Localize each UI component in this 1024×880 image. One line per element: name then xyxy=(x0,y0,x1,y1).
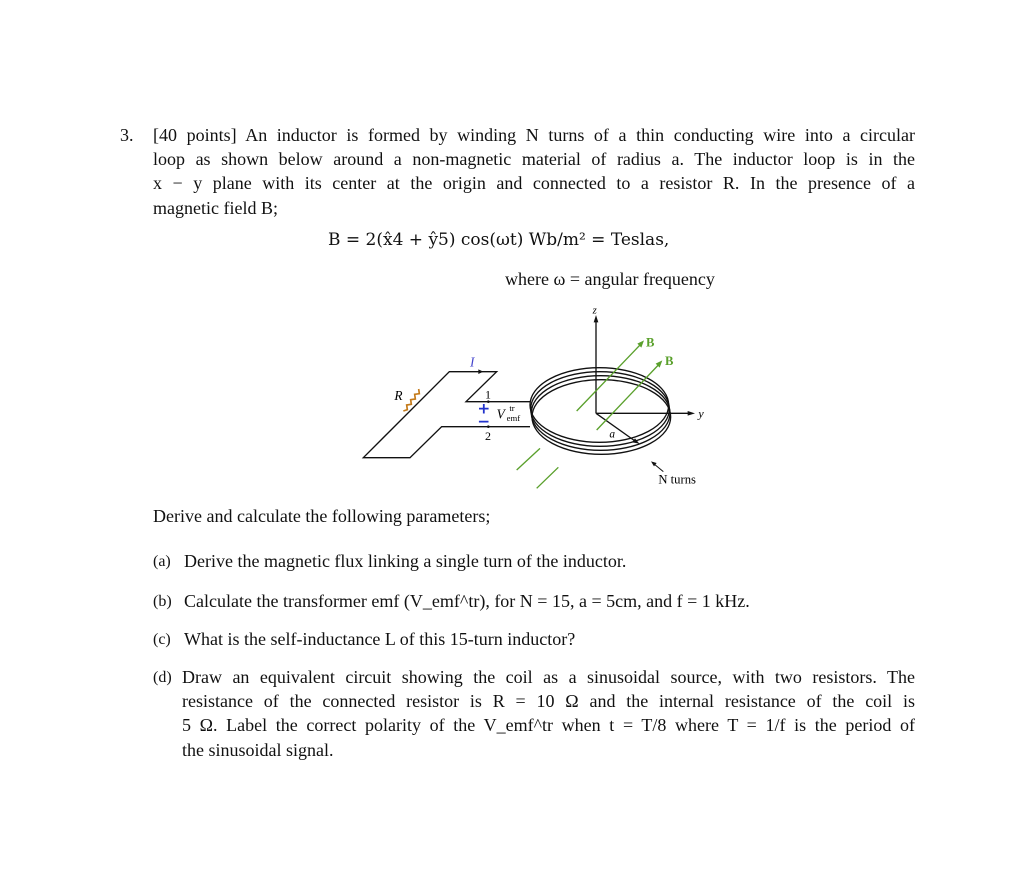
intro-line-3: x − y plane with its center at the origin and connected to a resistor R. In the presence of a xyxy=(153,173,915,193)
part-c-text: What is the self-inductance L of this 15-turn inductor? xyxy=(184,629,576,649)
minus-polarity: − xyxy=(477,412,491,431)
field-label-2: B xyxy=(665,354,674,368)
node-1-label: 1 xyxy=(485,387,491,402)
vemf-sub: emf xyxy=(506,413,521,423)
part-d-label: (d) xyxy=(153,669,172,686)
radius-label: a xyxy=(609,428,616,441)
resistor-icon xyxy=(403,389,419,411)
intro-line-1: [40 points] An inductor is formed by winding N turns of a thin conducting wire into a circular xyxy=(153,125,915,145)
part-c-label: (c) xyxy=(153,631,171,648)
equation-note: where ω = angular frequency xyxy=(505,269,715,289)
current-label: I xyxy=(470,354,475,370)
part-d-line-1: Draw an equivalent circuit showing the coil as a sinusoidal source, with two resistors. The xyxy=(182,667,915,687)
plus-polarity: + xyxy=(477,399,491,418)
part-a-label: (a) xyxy=(153,553,171,570)
coil-turns xyxy=(530,368,671,455)
intro-line-4: magnetic field B; xyxy=(153,198,278,218)
part-d-line-3: 5 Ω. Label the correct polarity of the V_emf^tr when t = T/8 where T = 1/f is the period of xyxy=(182,715,915,735)
inductor-circuit-diagram xyxy=(350,305,730,495)
part-b-text: Calculate the transformer emf (V_emf^tr), for N = 15, a = 5cm, and f = 1 kHz. xyxy=(184,591,750,611)
y-arrow-icon xyxy=(688,411,695,416)
current-arrow-icon xyxy=(478,369,483,374)
part-b-label: (b) xyxy=(153,593,172,610)
y-axis-label: y xyxy=(698,406,704,421)
problem-number: 3. xyxy=(120,125,134,145)
field-label-1: B xyxy=(646,335,655,350)
part-d-line-4: the sinusoidal signal. xyxy=(182,740,334,760)
instruction: Derive and calculate the following parameters; xyxy=(153,506,491,526)
part-a-text: Derive the magnetic flux linking a single turn of the inductor. xyxy=(184,551,627,571)
z-axis-label: z xyxy=(592,305,597,317)
field-equation: B = 2(x̂4 + ŷ5) cos(ωt) Wb/m² = Teslas, xyxy=(328,230,670,250)
field-lines xyxy=(517,345,659,488)
vemf-sup: tr xyxy=(509,403,515,413)
part-d-line-2: resistance of the connected resistor is R = 10 Ω and the internal resistance of the coil is xyxy=(182,691,915,711)
vemf-label: V xyxy=(496,406,505,422)
resistor-label: R xyxy=(394,388,403,403)
turns-label: N turns xyxy=(658,472,696,487)
node-2-label: 2 xyxy=(485,429,491,443)
intro-line-2: loop as shown below around a non-magnetic material of radius a. The inductor loop is in the xyxy=(153,149,915,169)
circuit-wire xyxy=(363,372,530,458)
